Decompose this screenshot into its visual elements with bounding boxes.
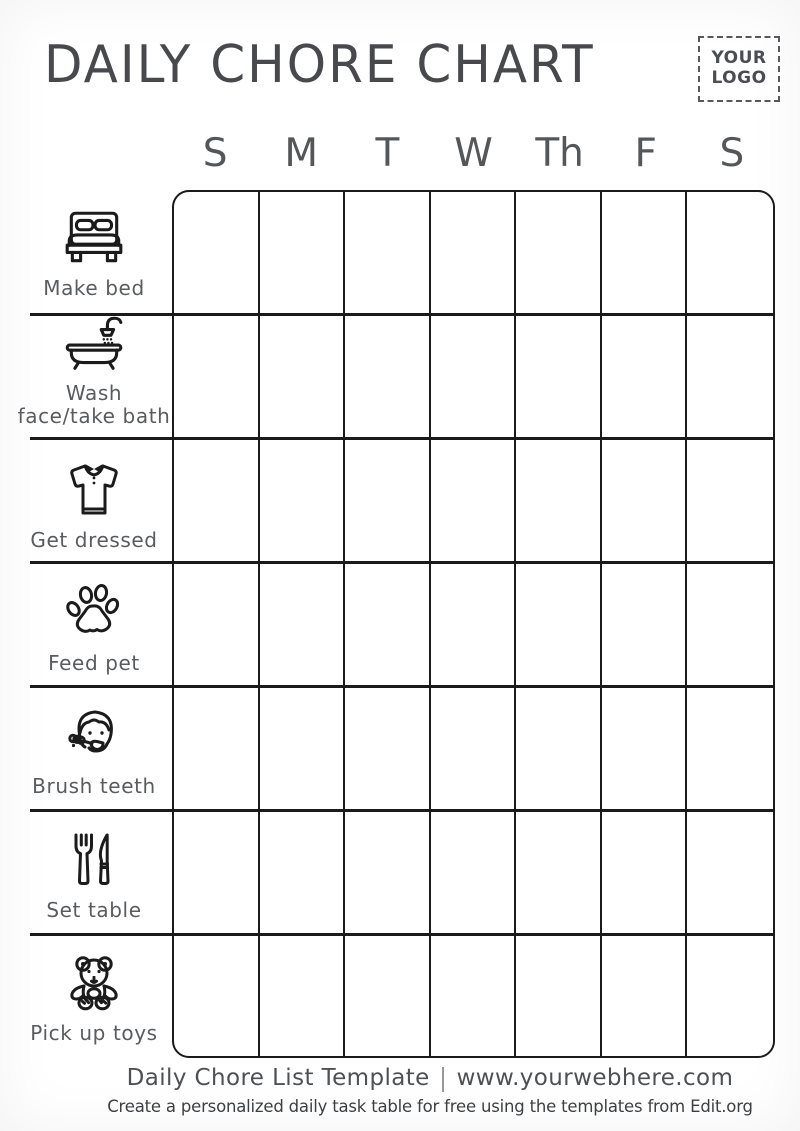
chore-row-brush-teeth	[18, 688, 170, 811]
shirt-icon	[61, 460, 127, 520]
chore-cell[interactable]	[516, 562, 602, 685]
chore-cell[interactable]	[431, 809, 517, 932]
chore-cell[interactable]	[260, 562, 346, 685]
chore-cell[interactable]	[345, 439, 431, 562]
chore-row-set-table	[18, 811, 170, 934]
chore-cell[interactable]	[345, 192, 431, 315]
chore-label: Make bed	[43, 276, 145, 301]
chore-label: Feed pet	[48, 650, 140, 675]
day-header-row	[172, 124, 775, 182]
paw-icon	[61, 583, 127, 643]
chore-cell[interactable]	[602, 809, 688, 932]
chore-cell[interactable]	[516, 439, 602, 562]
chore-row-feed-pet	[18, 565, 170, 688]
chore-cell[interactable]	[345, 809, 431, 932]
chore-cell[interactable]	[602, 933, 688, 1056]
chore-cell[interactable]	[174, 192, 260, 315]
teddy-bear-icon	[61, 953, 127, 1013]
chore-cell[interactable]	[260, 686, 346, 809]
chore-row-pick-up-toys	[18, 935, 170, 1058]
footer-template-name: Daily Chore List Template	[126, 1065, 430, 1091]
chore-label: Wash face/take bath	[17, 381, 171, 429]
chore-cell[interactable]	[174, 562, 260, 685]
chore-cell[interactable]	[260, 809, 346, 932]
chore-cell[interactable]	[431, 315, 517, 438]
chore-cell[interactable]	[602, 686, 688, 809]
chore-label: Set table	[46, 897, 142, 922]
chore-cell[interactable]	[345, 315, 431, 438]
chore-cell[interactable]	[431, 192, 517, 315]
chore-cell[interactable]	[687, 809, 773, 932]
chore-cell[interactable]	[431, 933, 517, 1056]
chore-cell[interactable]	[516, 192, 602, 315]
toothbrush-face-icon	[61, 706, 127, 766]
chore-cell[interactable]	[174, 686, 260, 809]
logo-text-line1: YOUR	[711, 48, 767, 69]
page-title: DAILY CHORE CHART	[44, 34, 595, 95]
chore-label: Pick up toys	[30, 1020, 158, 1045]
chore-cell[interactable]	[260, 439, 346, 562]
chore-cell[interactable]	[602, 192, 688, 315]
chore-cell[interactable]	[516, 809, 602, 932]
chore-cell[interactable]	[687, 439, 773, 562]
chore-row-get-dressed	[18, 441, 170, 564]
day-label-wednesday: W	[454, 130, 493, 176]
chore-cell[interactable]	[431, 686, 517, 809]
chore-cell[interactable]	[174, 315, 260, 438]
chore-cell[interactable]	[687, 192, 773, 315]
day-label-saturday: S	[719, 130, 745, 176]
chore-cell[interactable]	[345, 933, 431, 1056]
chore-cell[interactable]	[516, 315, 602, 438]
chore-cell[interactable]	[260, 315, 346, 438]
chore-cell[interactable]	[174, 933, 260, 1056]
chore-row-make-bed	[18, 190, 170, 313]
chore-cell[interactable]	[516, 686, 602, 809]
cutlery-icon	[61, 830, 127, 890]
chore-cell[interactable]	[516, 933, 602, 1056]
bathtub-icon	[61, 313, 127, 373]
chore-cell[interactable]	[602, 439, 688, 562]
day-label-tuesday: T	[375, 130, 400, 176]
logo-placeholder[interactable]	[698, 36, 780, 102]
logo-text-line2: LOGO	[711, 68, 767, 88]
footer-tagline: Create a personalized daily task table for free using the templates from Edit.org	[107, 1097, 753, 1117]
chore-cell[interactable]	[345, 686, 431, 809]
chore-cell[interactable]	[174, 439, 260, 562]
chore-cell[interactable]	[260, 933, 346, 1056]
chore-cell[interactable]	[431, 439, 517, 562]
chore-cell[interactable]	[687, 562, 773, 685]
chore-label-column	[18, 190, 170, 1058]
footer-website-link[interactable]: www.yourwebhere.com	[456, 1065, 734, 1091]
day-label-monday: M	[284, 130, 319, 176]
chore-cell[interactable]	[431, 562, 517, 685]
bed-icon	[61, 208, 127, 268]
chore-label: Brush teeth	[32, 774, 156, 799]
chore-cell[interactable]	[602, 315, 688, 438]
day-label-sunday: S	[202, 130, 228, 176]
chore-grid	[172, 190, 775, 1058]
chore-cell[interactable]	[687, 315, 773, 438]
chore-cell[interactable]	[687, 933, 773, 1056]
chore-row-wash-face	[18, 313, 170, 441]
day-label-friday: F	[634, 130, 657, 176]
footer-separator: |	[438, 1063, 448, 1092]
chore-cell[interactable]	[345, 562, 431, 685]
chore-cell[interactable]	[687, 686, 773, 809]
chore-cell[interactable]	[260, 192, 346, 315]
chore-cell[interactable]	[602, 562, 688, 685]
footer-credit-line	[64, 1062, 796, 1091]
chore-cell[interactable]	[174, 809, 260, 932]
day-label-thursday: Th	[535, 130, 584, 176]
footer	[64, 1062, 796, 1117]
chore-label: Get dressed	[30, 527, 158, 552]
